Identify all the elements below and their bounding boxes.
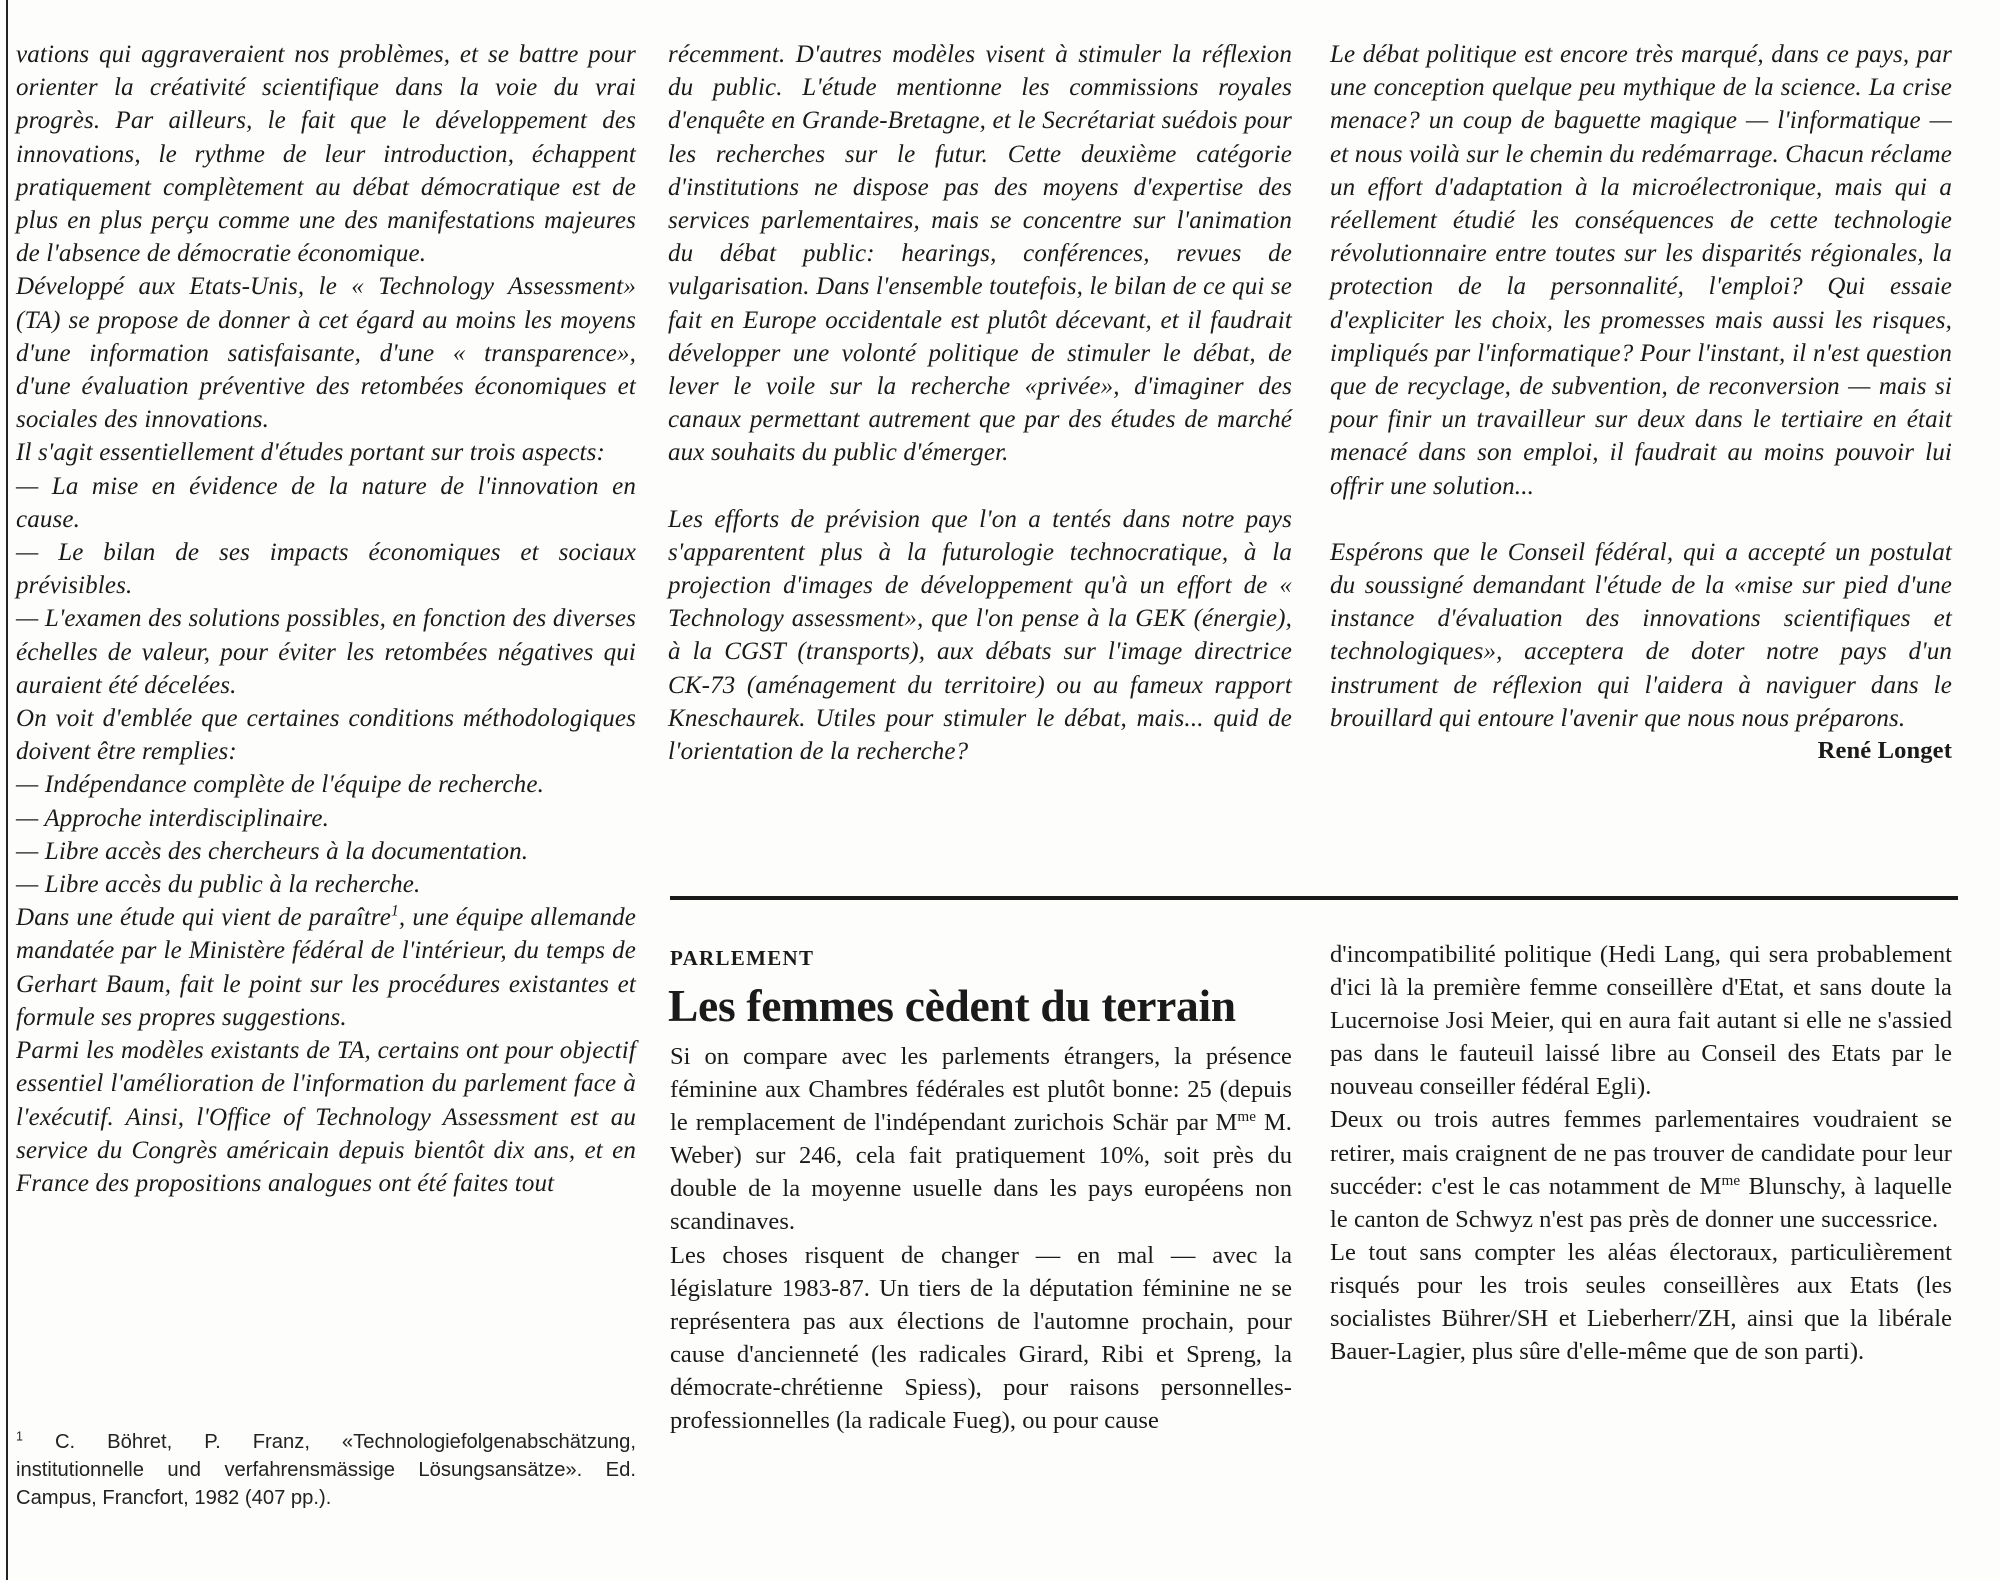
article-column-1 (670, 1040, 1292, 1437)
article-text: Si on compare avec les parlements étrangers, la présence féminine aux Chambres fédérales est plutôt bonne: 25 (depuis le remplacement de l'indépendant zurichois Schär par M (670, 1043, 1292, 1137)
section-label: PARLEMENT (670, 946, 815, 970)
middle-paragraph: Les efforts de prévision que l'on a tentés dans notre pays s'apparentent plus à la futurologie technocratique, à la projection d'images de développement qu'à un effort de « Technology assessment», que l'on pense à la GEK (énergie), à la CGST (transports), aux débats sur l'image directrice CK-73 (aménagement du territoire) ou au fameux rapport Kneschaurek. Utiles pour stimuler le débat, mais... quid de l'orientation de la recherche? (668, 505, 1292, 766)
left-paragraph: On voit d'emblée que certaines conditions méthodologiques doivent être remplies: (16, 705, 636, 766)
left-column (16, 38, 636, 1200)
paragraph-gap (668, 470, 1292, 503)
left-paragraph: Il s'agit essentiellement d'études portant sur trois aspects: (16, 439, 605, 467)
left-list-item: — L'examen des solutions possibles, en fonction des diverses échelles de valeur, pour éviter les retombées négatives qui auraient été décelées. (16, 605, 636, 699)
title-abbrev-sup: me (1721, 1171, 1741, 1189)
article-paragraph: Les choses risquent de changer — en mal — avec la législature 1983-87. Un tiers de la députation féminine ne se représentera pas aux élections de l'automne prochain, pour cause d'ancienneté (les radicales Girard, Ribi et Spreng, la démocrate-chrétienne Spiess), pour raisons personnelles-professionnelles (la radicale Fueg), ou pour cause (670, 1241, 1292, 1435)
left-paragraph-study (16, 901, 636, 1034)
footnote-text: C. Böhret, P. Franz, «Technologiefolgenabschätzung, institutionnelle und verfahrensmässige Lösungsansätze». Ed. Campus, Francfort, 1982 (407 pp.). (16, 1431, 636, 1509)
right-column (1330, 38, 1952, 766)
article-column-2 (1330, 938, 1952, 1368)
footnote-marker: 1 (16, 1429, 23, 1444)
article-paragraph: d'incompatibilité politique (Hedi Lang, qui sera probablement d'ici là la première femme conseillère d'Etat, et sans doute la Lucernoise Josi Meier, qui en aura fait autant si elle ne s'assied pas dans le fauteuil laissé libre au Conseil des Etats par le nouveau conseiller fédéral Egli). (1330, 941, 1952, 1101)
left-list-item: — Indépendance complète de l'équipe de recherche. (16, 771, 544, 799)
article-paragraph (1330, 1103, 1952, 1235)
study-text-before: Dans une étude qui vient de paraître (16, 904, 391, 932)
footnote-reference: 1 (390, 902, 399, 920)
article-text: Blunschy, à laquelle le canton de Schwyz n'est pas près de donner une successrice. (1330, 1172, 1953, 1233)
article-text: M. Weber) sur 246, cela fait pratiquement 10%, soit près du double de la moyenne usuelle dans les pays européens non scandinaves. (670, 1109, 1292, 1236)
author-signature: René Longet (1817, 737, 1952, 765)
left-paragraph: Parmi les modèles existants de TA, certains ont pour objectif essentiel l'amélioration de l'information du parlement face à l'exécutif. Ainsi, l'Office of Technology Assessment est au service du Congrès américain depuis bientôt dix ans, et en France des propositions analogues ont été faites tout (16, 1037, 636, 1197)
left-list-item: — Le bilan de ses impacts économiques et sociaux prévisibles. (16, 539, 636, 600)
paragraph-gap (1330, 503, 1952, 536)
title-abbrev-sup: me (1237, 1108, 1256, 1126)
article-headline: Les femmes cèdent du terrain (668, 980, 1236, 1031)
right-paragraph: Espérons que le Conseil fédéral, qui a accepté un postulat du soussigné demandant l'étude de la «mise sur pied d'une instance d'évaluation des innovations scientifiques et technologiques», acceptera de doter notre pays d'un instrument de réflexion qui l'aidera à naviguer dans le brouillard qui entoure l'avenir que nous nous préparons. (1330, 538, 1952, 732)
left-list-item: — Approche interdisciplinaire. (16, 804, 330, 832)
middle-column (668, 38, 1292, 768)
left-paragraph: Développé aux Etats-Unis, le « Technology Assessment» (TA) se propose de donner à cet égard au moins les moyens d'une information satisfaisante, d'une « transparence», d'une évaluation préventive des retombées économiques et sociales des innovations. (16, 273, 636, 434)
section-divider-rule (670, 896, 1958, 900)
article-paragraph (670, 1040, 1292, 1239)
left-list-item: — La mise en évidence de la nature de l'innovation en cause. (16, 472, 636, 533)
footnote (16, 1428, 636, 1512)
article-text: Deux ou trois autres femmes parlementaires voudraient se retirer, mais craignent de ne pas trouver de candidate pour leur succéder: c'est le cas notamment de M (1330, 1106, 1952, 1200)
right-paragraph: Le débat politique est encore très marqué, dans ce pays, par une conception quelque peu mythique de la science. La crise menace? un coup de baguette magique — l'informatique — et nous voilà sur le chemin du redémarrage. Chacun réclame un effort d'adaptation à la microélectronique, mais qui a réellement étudié les conséquences de cette technologie révolutionnaire entre toutes sur les disparités régionales, la protection de la personnalité, l'emploi? Qui essaie d'expliciter les choix, les promesses mais aussi les risques, impliqués par l'informatique? Pour l'instant, il n'est question que de recyclage, de subvention, de reconversion — mais si pour finir un travailleur sur deux dans le tertiaire en était menacé dans son emploi, il faudrait au moins pouvoir lui offrir une solution... (1330, 41, 1952, 500)
article-paragraph: Le tout sans compter les aléas électoraux, particulièrement risqués pour les trois seules conseillères aux Etats (les socialistes Bührer/SH et Lieberherr/ZH, ainsi que la libérale Bauer-Lagier, plus sûre d'elle-même que de son parti). (1330, 1238, 1952, 1366)
left-list-item: — Libre accès des chercheurs à la documentation. (16, 837, 529, 865)
study-text-after: , une équipe allemande mandatée par le Ministère fédéral de l'intérieur, du temps de Gerhart Baum, fait le point sur les procédures existantes et formule ses propres suggestions. (16, 904, 636, 1031)
left-list-item: — Libre accès du public à la recherche. (16, 871, 421, 899)
page-margin-rule (6, 0, 8, 1580)
middle-paragraph: récemment. D'autres modèles visent à stimuler la réflexion du public. L'étude mentionne les commissions royales d'enquête en Grande-Bretagne, et le Secrétariat suédois pour les recherches sur le futur. Cette deuxième catégorie d'institutions ne dispose pas des moyens d'expertise des services parlementaires, mais se concentre sur l'animation du débat public: hearings, conférences, revues de vulgarisation. Dans l'ensemble toutefois, le bilan de ce qui se fait en Europe occidentale est plutôt décevant, et il faudrait développer une volonté politique de stimuler le débat, de lever le voile sur la recherche «privée», d'imaginer des canaux permettant autrement que par des études de marché aux souhaits du public d'émerger. (668, 41, 1292, 467)
left-paragraph: vations qui aggraveraient nos problèmes, et se battre pour orienter la créativité scientifique dans la voie du vrai progrès. Par ailleurs, le fait que le développement des innovations, le rythme de leur introduction, échappent pratiquement complètement au débat démocratique est de plus en plus perçu comme une des manifestations majeures de l'absence de démocratie économique. (16, 41, 636, 268)
